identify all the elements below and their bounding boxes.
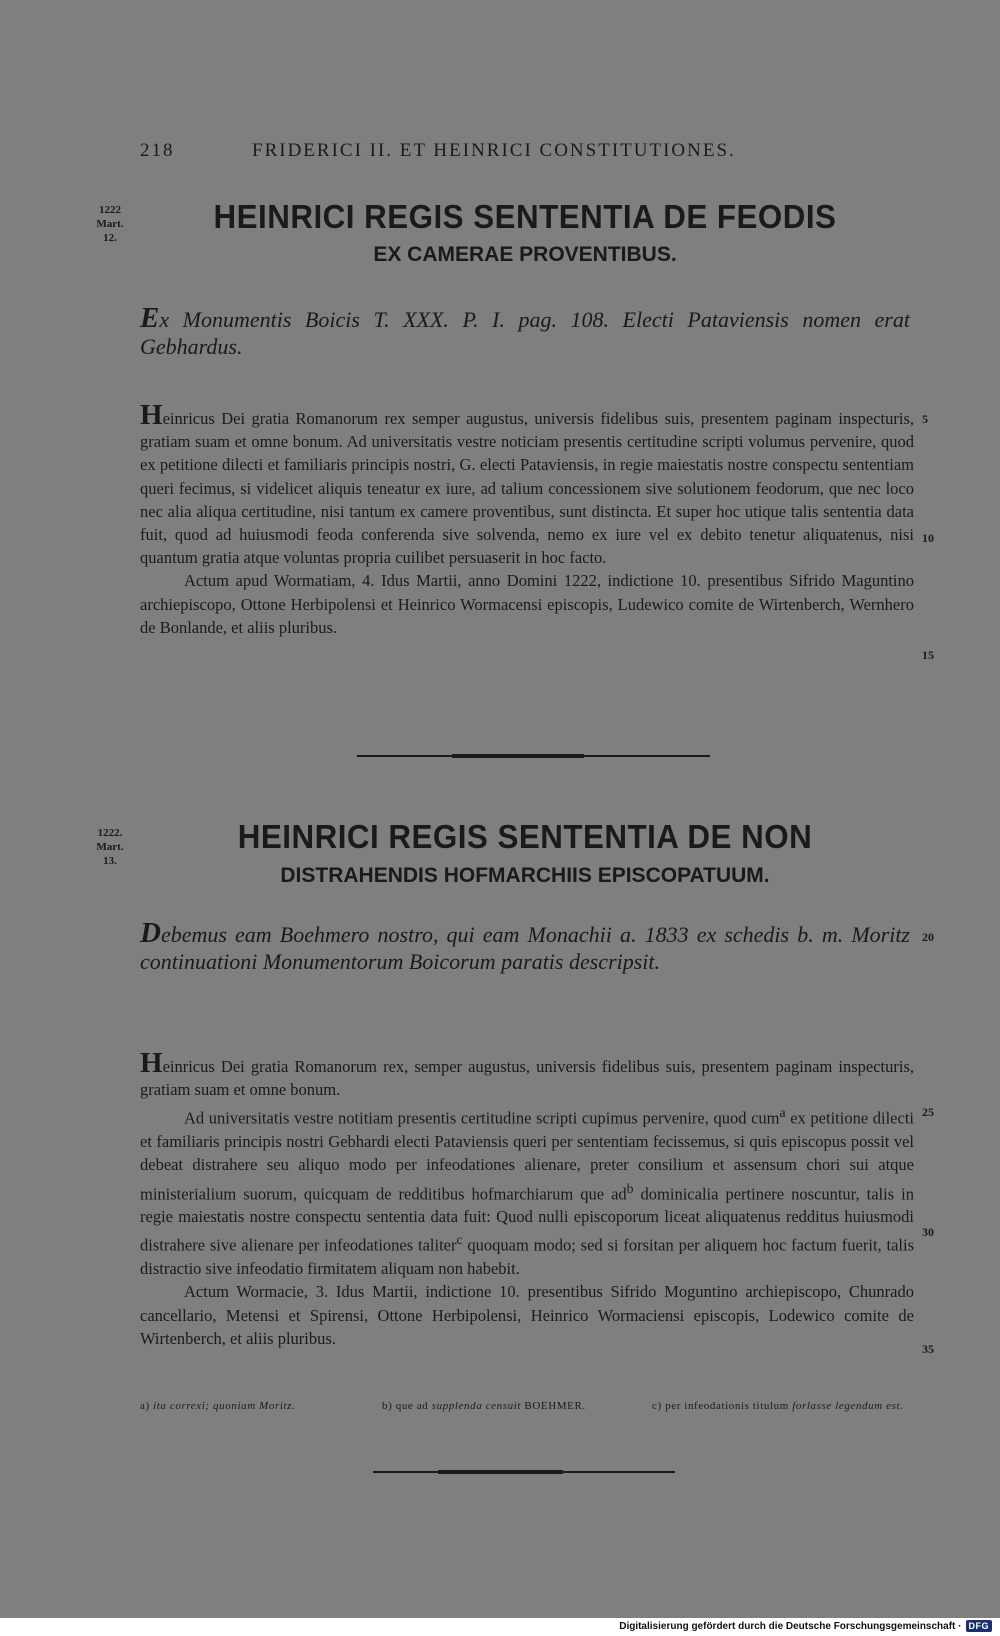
end-divider-center — [438, 1470, 563, 1474]
footnote-a: a) ita correxi; quoniam Moritz. — [140, 1400, 296, 1412]
document-2-paragraph-3: Actum Wormacie, 3. Idus Martii, indictione 10. presentibus Sifrido Moguntino archiepiscopo, Chunrado cancellario, Metensi et Spirensi, Ottone Herbipolensi, Heinrico Wormaciensi episcopis, Lodewico comite de Wirtenberch, et aliis pluribus. — [140, 1282, 914, 1348]
footnote-ref-b: b — [626, 1180, 634, 1196]
dfg-logo: DFG — [966, 1620, 993, 1632]
document-2-title: HEINRICI REGIS SENTENTIA DE NON — [237, 818, 813, 855]
credit-text: Digitalisierung gefördert durch die Deutsche Forschungsgemeinschaft · — [619, 1620, 962, 1632]
document-1-paragraph-1: Heinricus Dei gratia Romanorum rex semper augustus, universis fidelibus suis, presentem paginam inspecturis, gratiam suam et omne bonum. Ad universitatis vestre noticiam presentis certitudine scripti volumus pervenire, quod ex petitione dilecti et familiaris principis nostri, G. electi Pataviensis, in regie maiestatis nostre conspectu sententiam queri fecimus, si videlicet aliquis teneatur ex iure, ad talium concessionem sive solutionem feodorum, que nec loco nec alia aliqua certitudine, nisi tantum ex camere proventibus, sunt distincta. Et super hoc utique talis sententia data fuit, quod ad huiusmodi feoda conferenda sive solvenda, nemo ex iure vel ex debito tenetur aliquatenus, nisi quantum gratia atque voluntas propria cuilibet persuaserit in hoc facto. — [140, 399, 914, 568]
footnote-ref-a: a — [779, 1105, 786, 1121]
document-2-text — [140, 1047, 914, 1350]
document-2-source-note: Debemus eam Boehmero nostro, qui eam Monachii a. 1833 ex schedis b. m. Moritz continuationi Monumentorum Boicorum paratis descripsit. — [140, 917, 910, 974]
line-number: 15 — [922, 648, 934, 662]
document-2-subtitle: DISTRAHENDIS HOFMARCHIIS EPISCOPATUUM. — [280, 864, 770, 887]
line-number: 5 — [922, 412, 928, 426]
end-divider-left — [373, 1471, 438, 1473]
document-1-subtitle: EX CAMERAE PROVENTIBUS. — [373, 243, 677, 266]
footnote-c: c) per infeodationis titulum forlasse legendum est. — [652, 1400, 904, 1412]
section-divider-center — [452, 754, 584, 758]
document-1-text — [140, 399, 914, 639]
line-number: 30 — [922, 1225, 934, 1239]
line-number: 10 — [922, 531, 934, 545]
page-number: 218 — [140, 140, 175, 161]
footnote-b: b) que ad supplenda censuit BOEHMER. — [382, 1400, 586, 1412]
footnote-ref-c: c — [456, 1232, 463, 1248]
document-2-paragraph-1: Heinricus Dei gratia Romanorum rex, semper augustus, universis fidelibus suis, presentem paginam inspecturis, gratiam suam et omne bonum. — [140, 1047, 914, 1100]
document-1-paragraph-2: Actum apud Wormatiam, 4. Idus Martii, anno Domini 1222, indictione 10. presentibus Sifrido Maguntino archiepiscopo, Ottone Herbipolensi et Heinrico Wormacensi episcopis, Ludewico comite de Wirtenberch, Wernhero de Bonlande, et aliis pluribus. — [140, 571, 914, 637]
digitization-credit — [619, 1620, 992, 1632]
line-number: 20 — [922, 930, 934, 944]
line-number: 25 — [922, 1105, 934, 1119]
section-divider-right — [584, 755, 710, 757]
date-margin-note-1: 1222 Mart. 12. — [96, 204, 124, 244]
line-number: 35 — [922, 1342, 934, 1356]
date-margin-note-2: 1222. Mart. 13. — [96, 827, 124, 867]
end-divider-right — [563, 1471, 675, 1473]
document-1-source-note: Ex Monumentis Boicis T. XXX. P. I. pag. 108. Electi Pataviensis nomen erat Gebhardus. — [140, 302, 910, 359]
document-2-paragraph-2: Ad universitatis vestre notitiam presentis certitudine scripti cupimus pervenire, quod cum$^a$ ex petitione dilecti et familiaris principis nostri Gebhardi electi Pataviensis queri per sententiam fecissemus, si quis episcopus possit vel debeat distrahere seu aliquo modo per infeodationes alienare, preter consilium et assensum chori sui atque ministerialium suorum, quicquam de redditibus hofmarchiarum que $ad^b$ dominicalia pertinere noscuntur, talis in regie maiestatis nostre conspectu sententia data fuit: Quod nulli episcoporum liceat aliquatenus redditus huiusmodi distrahere sive alienare per infeodationes taliter$^c$ quoquam modo; sed si forsitan per aliquem hoc factum fuerit, talis distractio sive infeodatio firmitatem aliquam non habebit. — [140, 1105, 914, 1279]
section-divider-left — [357, 755, 452, 757]
running-title: FRIDERICI II. ET HEINRICI CONSTITUTIONES. — [252, 140, 736, 161]
document-1-title: HEINRICI REGIS SENTENTIA DE FEODIS — [213, 198, 837, 235]
